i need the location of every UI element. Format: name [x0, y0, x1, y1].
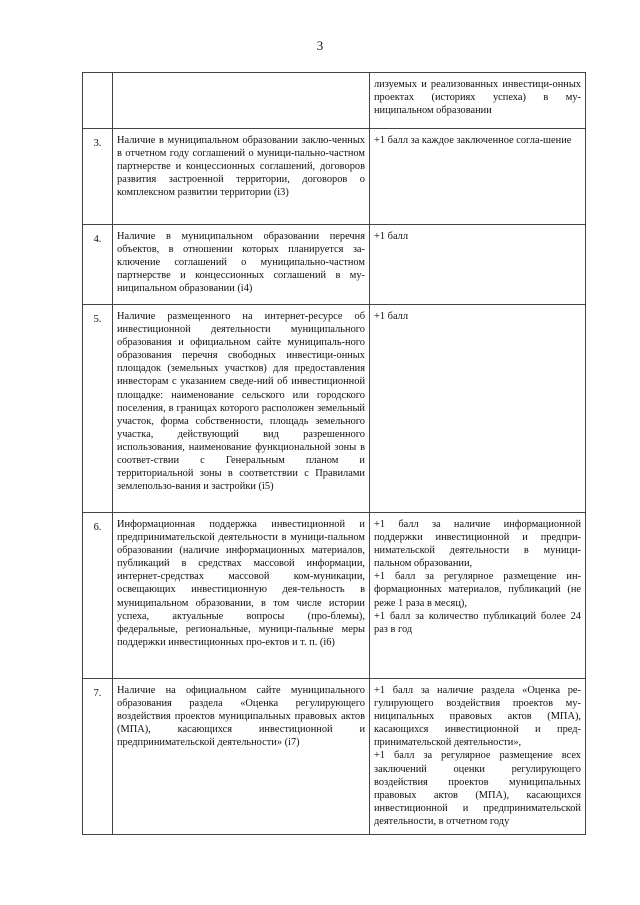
score-cell [370, 225, 586, 305]
table-row [83, 513, 586, 679]
score-cell [370, 73, 586, 129]
indicator-cell: Наличие на официальном сайте муниципального образования раздела «Оценка регулирующего воздействия проектов муниципальных правовых актов (МПА), касающихся инвестиционной и предпринимательской деятельности» (i7) [113, 679, 370, 835]
score-text: +1 балл [374, 231, 409, 242]
score-cell [370, 679, 586, 835]
table-row [83, 305, 586, 513]
row-number: 6. [83, 513, 113, 679]
page-number: 3 [316, 38, 324, 53]
score-text: +1 балл за регулярное размещение всех заключений оценки регулирующего воздействия проектов муниципальных правовых актов (МПА), касающихся инвестиционной и предпринимательской деятельности, в отчетном году [374, 750, 581, 827]
score-text: +1 балл за регулярное размещение ин-формационных материалов, публикаций (не реже 1 раза в месяц), [374, 571, 581, 609]
row-number: 3. [83, 129, 113, 225]
score-text: лизуемых и реализованных инвестици-онных проектах (историях успеха) в му-ниципальном образовании [374, 79, 581, 117]
score-text: +1 балл за наличие информационной поддержки инвестиционной и предпри-нимательской деятельности в муници-пальном образовании, [374, 519, 581, 570]
table-row [83, 73, 586, 129]
table-row [83, 225, 586, 305]
table-row [83, 679, 586, 835]
criteria-table [82, 72, 586, 835]
score-cell [370, 305, 586, 513]
table-row [83, 129, 586, 225]
score-cell [370, 513, 586, 679]
score-text: +1 балл за наличие раздела «Оценка ре-гулирующего воздействия проектов му-ниципальных правовых актов (МПА), касающихся инвестиционной и пред-принимательской деятельности», [374, 685, 581, 749]
indicator-cell [113, 73, 370, 129]
indicator-cell: Информационная поддержка инвестиционной и предпринимательской деятельности в муници-пальном образовании (наличие информационных материалов, публикаций в средствах массовой информации, интернет-средствах массовой ком-муникации, освещающих инвестиционную дея-тельность в муниципальном образовании, в том числе истории успеха, актуальные вопросы (про-блемы), федеральные, региональные, муници-пальные меры поддержки инвестиционных про-ектов и т. п. (i6) [113, 513, 370, 679]
score-text: +1 балл за каждое заключенное согла-шение [374, 135, 572, 146]
indicator-cell: Наличие в муниципальном образовании перечня объектов, в отношении которых планируется за-ключение соглашений о муниципально-частном партнерстве и концессионных соглашений в му-ниципальном образовании (i4) [113, 225, 370, 305]
indicator-cell: Наличие размещенного на интернет-ресурсе об инвестиционной деятельности муниципального образования и официальном сайте муниципаль-ного образования перечня свободных инвестици-онных площадок (земельных участков) для предоставления инвесторам с указанием сведе-ний об инвестиционной площадке: наименование сельского или городского поселения, в границах которого расположен земельный участок, форма собственности, площадь земельного участка, действующий вид разрешенного использования, наименование функциональной зоны в соответ-ствии с Генеральным планом и территориальной зоны в соответствии с Правилами землепользо-вания и застройки (i5) [113, 305, 370, 513]
row-number: 5. [83, 305, 113, 513]
row-number: 7. [83, 679, 113, 835]
row-number [83, 73, 113, 129]
score-text: +1 балл [374, 311, 409, 322]
score-text: +1 балл за количество публикаций более 24 раз в год [374, 610, 581, 635]
indicator-cell: Наличие в муниципальном образовании заклю-ченных в отчетном году соглашений о муници-пально-частном партнерстве и концессионных соглашений, договоров развития застроенной территории, договоров о комплексном развитии территории (i3) [113, 129, 370, 225]
row-number: 4. [83, 225, 113, 305]
score-cell [370, 129, 586, 225]
